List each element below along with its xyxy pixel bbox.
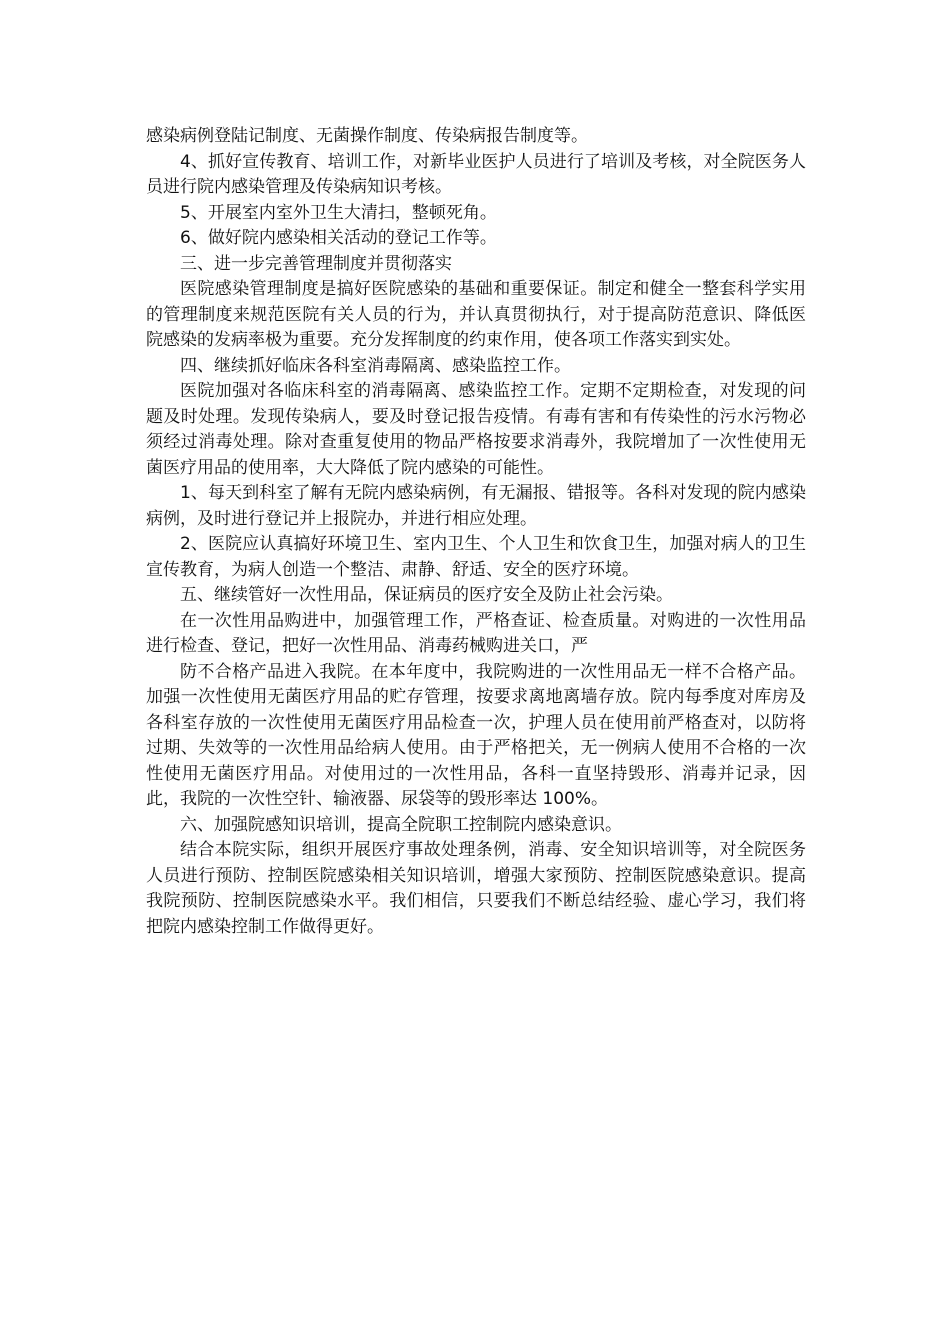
paragraph-body: 结合本院实际，组织开展医疗事故处理条例，消毒、安全知识培训等，对全院医务人员进行预防、控制医院感染相关知识培训，增强大家预防、控制医院感染意识。提高我院预防、控制医院感染水平。我们相信，只要我们不断总结经验、虚心学习，我们将把院内感染控制工作做得更好。 bbox=[146, 840, 806, 937]
paragraph-body: 防不合格产品进入我院。在本年度中，我院购进的一次性用品无一样不合格产品。加强一次性使用无菌医疗用品的贮存管理，按要求离地离墙存放。院内每季度对库房及各科室存放的一次性使用无菌医疗用品检查一次，护理人员在使用前严格查对，以防将过期、失效等的一次性用品给病人使用。由于严格把关，无一例病人使用不合格的一次性使用无菌医疗用品。对使用过的一次性用品，各科一直坚持毁形、消毒并记录，因此，我院的一次性空针、输液器、尿袋等的毁形率达 100%。 bbox=[146, 661, 806, 809]
paragraph-item-4: 4、抓好宣传教育、培训工作，对新毕业医护人员进行了培训及考核，对全院医务人员进行院内感染管理及传染病知识考核。 bbox=[146, 151, 806, 197]
paragraph-continued: 感染病例登陆记制度、无菌操作制度、传染病报告制度等。 bbox=[146, 126, 588, 146]
paragraph-item-2: 2、医院应认真搞好环境卫生、室内卫生、个人卫生和饮食卫生，加强对病人的卫生宣传教育，为病人创造一个整洁、肃静、舒适、安全的医疗环境。 bbox=[146, 534, 806, 580]
paragraph-body: 在一次性用品购进中，加强管理工作，严格查证、检查质量。对购进的一次性用品进行检查、登记，把好一次性用品、消毒药械购进关口，严 bbox=[146, 610, 806, 656]
paragraph-item-1: 1、每天到科室了解有无院内感染病例，有无漏报、错报等。各科对发现的院内感染病例，及时进行登记并上报院办，并进行相应处理。 bbox=[146, 483, 806, 529]
section-heading-5: 五、继续管好一次性用品，保证病员的医疗安全及防止社会污染。 bbox=[180, 585, 673, 605]
section-heading-3: 三、进一步完善管理制度并贯彻落实 bbox=[180, 253, 452, 274]
paragraph-body: 医院感染管理制度是搞好医院感染的基础和重要保证。制定和健全一整套科学实用的管理制度来规范医院有关人员的行为，并认真贯彻执行，对于提高防范意识、降低医院感染的发病率极为重要。充分发挥制度的约束作用，使各项工作落实到实处。 bbox=[146, 279, 806, 350]
section-heading-4: 四、继续抓好临床各科室消毒隔离、感染监控工作。 bbox=[180, 355, 571, 376]
paragraph-body: 医院加强对各临床科室的消毒隔离、感染监控工作。定期不定期检查，对发现的问题及时处理。发现传染病人，要及时登记报告疫情。有毒有害和有传染性的污水污物必须经过消毒处理。除对查重复使用的物品严格按要求消毒外，我院增加了一次性使用无菌医疗用品的使用率，大大降低了院内感染的可能性。 bbox=[146, 381, 806, 478]
document-body bbox=[146, 124, 806, 940]
paragraph-item-6: 6、做好院内感染相关活动的登记工作等。 bbox=[180, 228, 497, 248]
section-heading-6: 六、加强院感知识培训，提高全院职工控制院内感染意识。 bbox=[180, 814, 622, 835]
paragraph-item-5: 5、开展室内室外卫生大清扫，整顿死角。 bbox=[180, 202, 497, 223]
